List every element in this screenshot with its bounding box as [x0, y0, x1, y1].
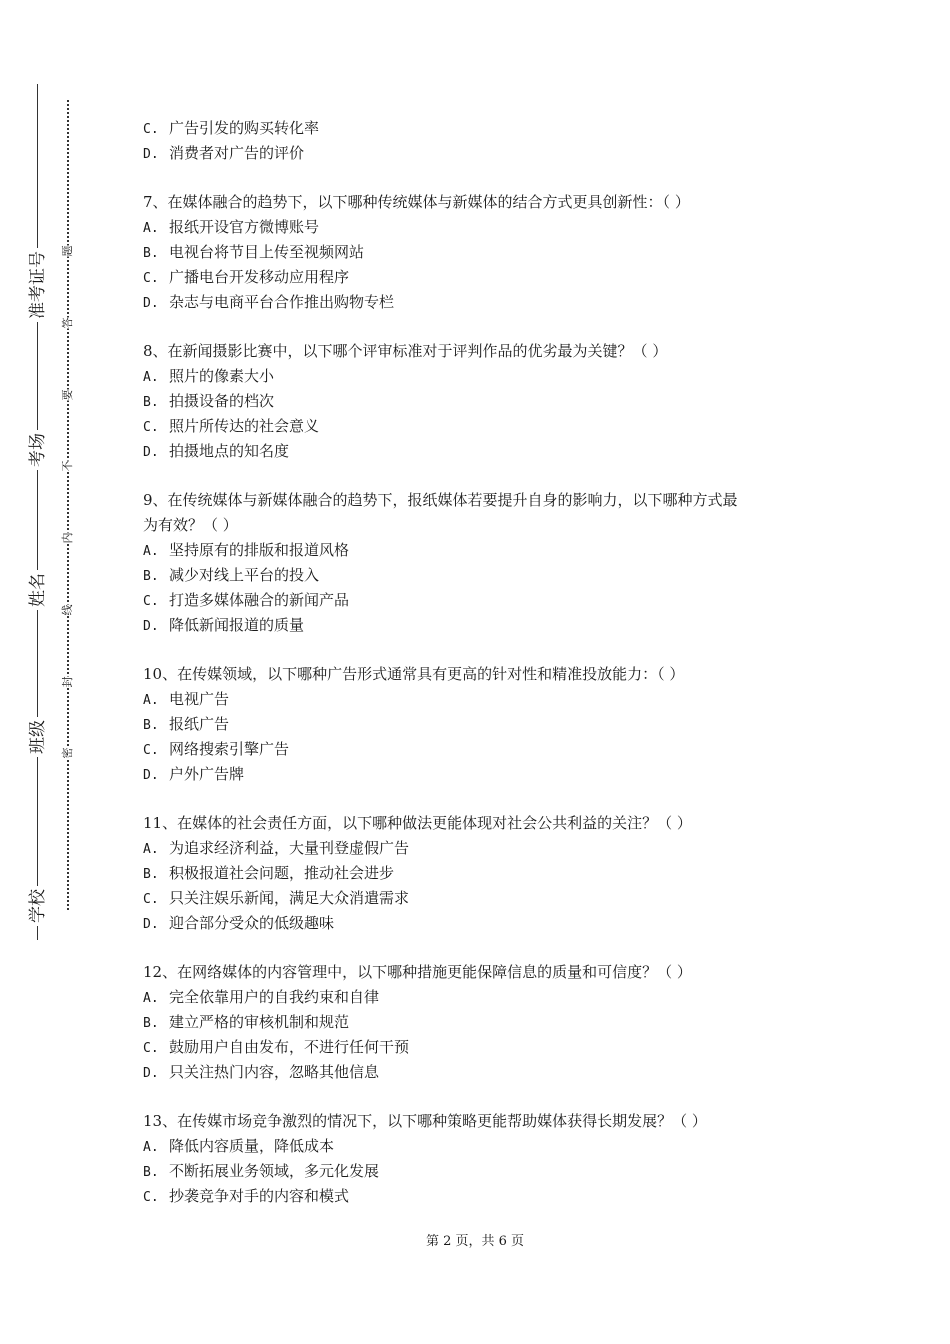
option-c: C. 照片所传达的社会意义 — [143, 417, 320, 435]
question-11 — [143, 811, 843, 936]
option-c: C. 打造多媒体融合的新闻产品 — [143, 591, 350, 609]
option-a: A. 完全依靠用户的自我约束和自律 — [143, 988, 380, 1006]
question-stem: 11、在媒体的社会责任方面，以下哪种做法更能体现对社会公共利益的关注？（ ） — [143, 814, 692, 832]
option-d: D. 降低新闻报道的质量 — [143, 616, 305, 634]
binding-solid-line — [37, 84, 38, 940]
option-b: B. 积极报道社会问题，推动社会进步 — [143, 864, 395, 882]
question-9 — [143, 488, 843, 638]
question-stem: 8、在新闻摄影比赛中，以下哪个评审标准对于评判作品的优劣最为关键？（ ） — [143, 342, 668, 360]
option-d: D. 迎合部分受众的低级趣味 — [143, 914, 335, 932]
question-stem-continued: 为有效？（ ） — [143, 516, 238, 534]
seal-char: 不 — [61, 460, 74, 472]
question-13 — [143, 1109, 843, 1209]
field-school-label: 学校 — [28, 886, 48, 926]
option-a: A. 照片的像素大小 — [143, 367, 275, 385]
option-c: C. 抄袭竞争对手的内容和模式 — [143, 1187, 350, 1205]
option-c: C. 只关注娱乐新闻，满足大众消遣需求 — [143, 889, 410, 907]
option-c: C. 鼓励用户自由发布，不进行任何干预 — [143, 1038, 410, 1056]
field-name-label: 姓名 — [28, 570, 48, 610]
option-a: A. 为追求经济利益，大量刊登虚假广告 — [143, 839, 410, 857]
option-a: A. 报纸开设官方微博账号 — [143, 218, 320, 236]
option-b: B. 拍摄设备的档次 — [143, 392, 275, 410]
question-stem: 12、在网络媒体的内容管理中，以下哪种措施更能保障信息的质量和可信度？（ ） — [143, 963, 692, 981]
question-stem: 9、在传统媒体与新媒体融合的趋势下，报纸媒体若要提升自身的影响力，以下哪种方式最 — [143, 491, 738, 509]
field-exam-number-label: 准考证号 — [28, 248, 48, 322]
seal-char: 要 — [61, 389, 74, 401]
option-d: D. 杂志与电商平台合作推出购物专栏 — [143, 293, 395, 311]
option-b: B. 报纸广告 — [143, 715, 230, 733]
question-stem: 13、在传媒市场竞争激烈的情况下，以下哪种策略更能帮助媒体获得长期发展？（ ） — [143, 1112, 707, 1130]
option-a: A. 坚持原有的排版和报道风格 — [143, 541, 350, 559]
seal-char: 答 — [61, 317, 74, 329]
question-12 — [143, 960, 843, 1085]
question-stem: 10、在传媒领域，以下哪种广告形式通常具有更高的针对性和精准投放能力：（ ） — [143, 665, 685, 683]
exam-content — [143, 116, 843, 1233]
seal-char: 内 — [61, 532, 74, 544]
option-b: B. 电视台将节目上传至视频网站 — [143, 243, 365, 261]
option-b: B. 减少对线上平台的投入 — [143, 566, 320, 584]
question-stem: 7、在媒体融合的趋势下，以下哪种传统媒体与新媒体的结合方式更具创新性：（ ） — [143, 193, 690, 211]
binding-strip — [0, 0, 100, 1344]
option-c: C. 广播电台开发移动应用程序 — [143, 268, 350, 286]
seal-char: 封 — [61, 676, 74, 688]
option-b: B. 不断拓展业务领域，多元化发展 — [143, 1162, 380, 1180]
option-c: C. 广告引发的购买转化率 — [143, 119, 320, 137]
option-d: D. 户外广告牌 — [143, 765, 245, 783]
question-10 — [143, 662, 843, 787]
option-b: B. 建立严格的审核机制和规范 — [143, 1013, 350, 1031]
page-footer: 第 2 页，共 6 页 — [425, 1234, 525, 1249]
field-class-label: 班级 — [28, 717, 48, 757]
option-a: A. 降低内容质量，降低成本 — [143, 1137, 335, 1155]
seal-char: 题 — [61, 245, 74, 257]
option-c: C. 网络搜索引擎广告 — [143, 740, 290, 758]
seal-dotted-line — [67, 100, 69, 910]
option-a: A. 电视广告 — [143, 690, 230, 708]
option-d: D. 拍摄地点的知名度 — [143, 442, 290, 460]
option-d: D. 只关注热门内容，忽略其他信息 — [143, 1063, 380, 1081]
seal-char: 密 — [61, 747, 74, 759]
option-d: D. 消费者对广告的评价 — [143, 144, 305, 162]
seal-char: 线 — [61, 604, 74, 616]
question-8 — [143, 339, 843, 464]
question-6-continued — [143, 116, 843, 166]
field-exam-room-label: 考场 — [28, 430, 48, 470]
question-7 — [143, 190, 843, 315]
